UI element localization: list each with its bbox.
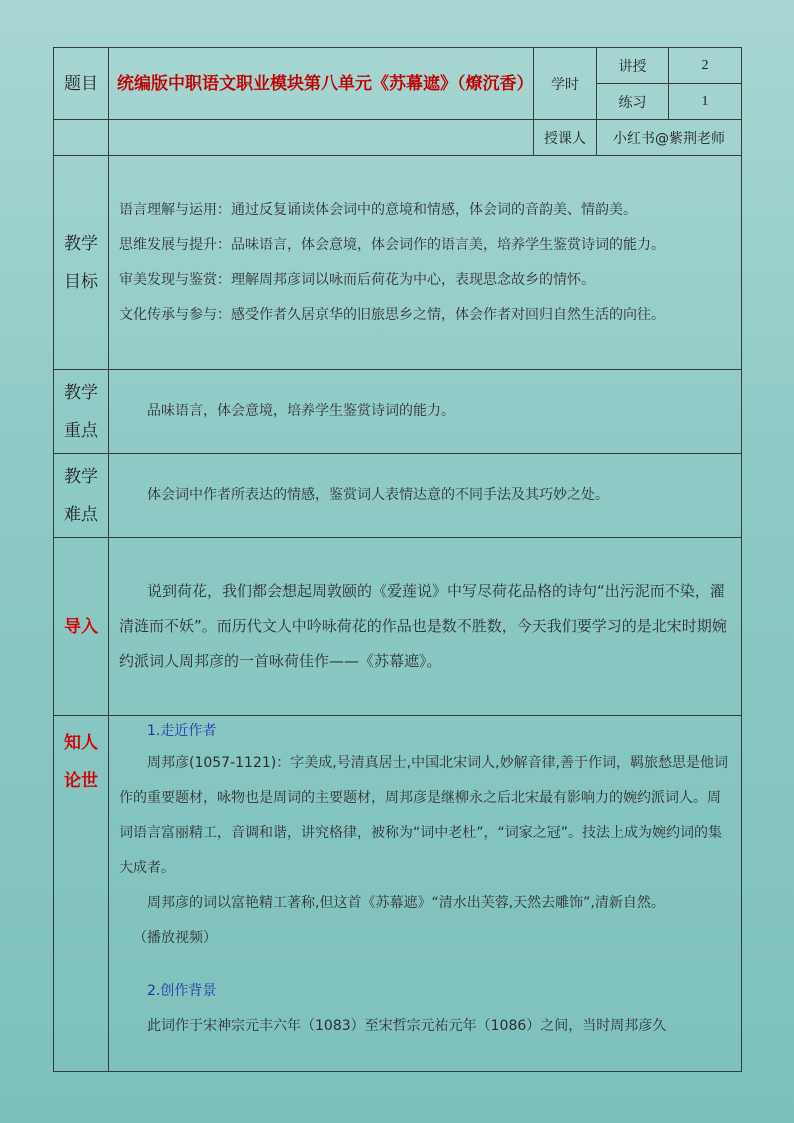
lesson-plan-table — [53, 47, 742, 1072]
intro-content — [109, 538, 742, 716]
goals-label: 教学 目标 — [54, 156, 109, 370]
goal-item: 文化传承与参与：感受作者久居京华的旧旅思乡之情，体会作者对回归自然生活的向往。 — [119, 306, 665, 323]
practice-value: 1 — [669, 84, 742, 120]
intro-label: 导入 — [54, 538, 109, 716]
difficulty-label: 教学 难点 — [54, 454, 109, 538]
hours-label: 学时 — [534, 48, 597, 120]
goal-item: 审美发现与鉴赏：理解周邦彦词以咏而后荷花为中心，表现思念故乡的情怀。 — [119, 271, 595, 288]
author-heading: 1.走近作者 — [147, 723, 217, 739]
background-heading: 2.创作背景 — [147, 983, 217, 999]
goals-content — [109, 156, 742, 370]
intro-text: 说到荷花，我们都会想起周敦颐的《爱莲说》中写尽荷花品格的诗句“出污泥而不染，濯清涟而不妖”。而历代文人中吟咏荷花的作品也是数不胜数，今天我们要学习的是北宋时期婉约派词人周邦彦的一首咏荷佳作——《苏幕遮》。 — [119, 582, 727, 670]
author-style-text: 周邦彦的词以富艳精工著称,但这首《苏幕遮》“清水出芙蓉,天然去雕饰”,清新自然。 — [147, 895, 665, 911]
goal-item: 语言理解与运用：通过反复诵读体会词中的意境和情感，体会词的音韵美、情韵美。 — [119, 201, 637, 218]
lesson-plan-sheet — [53, 47, 741, 1071]
difficulty-text: 体会词中作者所表达的情感，鉴赏词人表情达意的不同手法及其巧妙之处。 — [147, 487, 609, 503]
keypoint-content — [109, 370, 742, 454]
teacher-label: 授课人 — [534, 120, 597, 156]
title-label: 题目 — [54, 48, 109, 120]
difficulty-content — [109, 454, 742, 538]
lecture-value: 2 — [669, 48, 742, 84]
play-video-note: （播放视频） — [133, 930, 217, 946]
background-text: 此词作于宋神宗元丰六年（1083）至宋哲宗元祐元年（1086）之间，当时周邦彦久 — [147, 1018, 667, 1034]
author-label: 知人 论世 — [54, 716, 109, 1072]
author-content — [109, 716, 742, 1072]
teacher-value: 小红书@紫荆老师 — [597, 120, 742, 156]
lesson-title: 统编版中职语文职业模块第八单元《苏幕遮》（燎沉香） — [109, 48, 534, 120]
lecture-label: 讲授 — [597, 48, 669, 84]
goal-item: 思维发展与提升：品味语言，体会意境，体会词作的语言美，培养学生鉴赏诗词的能力。 — [119, 236, 665, 253]
author-intro-text: 周邦彦(1057-1121)：字美成,号清真居士,中国北宋词人,妙解音律,善于作词，羁旅愁思是他词作的重要题材，咏物也是周词的主要题材，周邦彦是继柳永之后北宋最有影响力的婉约派词人。周词语言富丽精工，音调和谐，讲究格律，被称为“词中老杜”，“词家之冠”。技法上成为婉约词的集大成者。 — [119, 755, 729, 876]
keypoint-label: 教学 重点 — [54, 370, 109, 454]
practice-label: 练习 — [597, 84, 669, 120]
keypoint-text: 品味语言，体会意境，培养学生鉴赏诗词的能力。 — [147, 403, 455, 419]
